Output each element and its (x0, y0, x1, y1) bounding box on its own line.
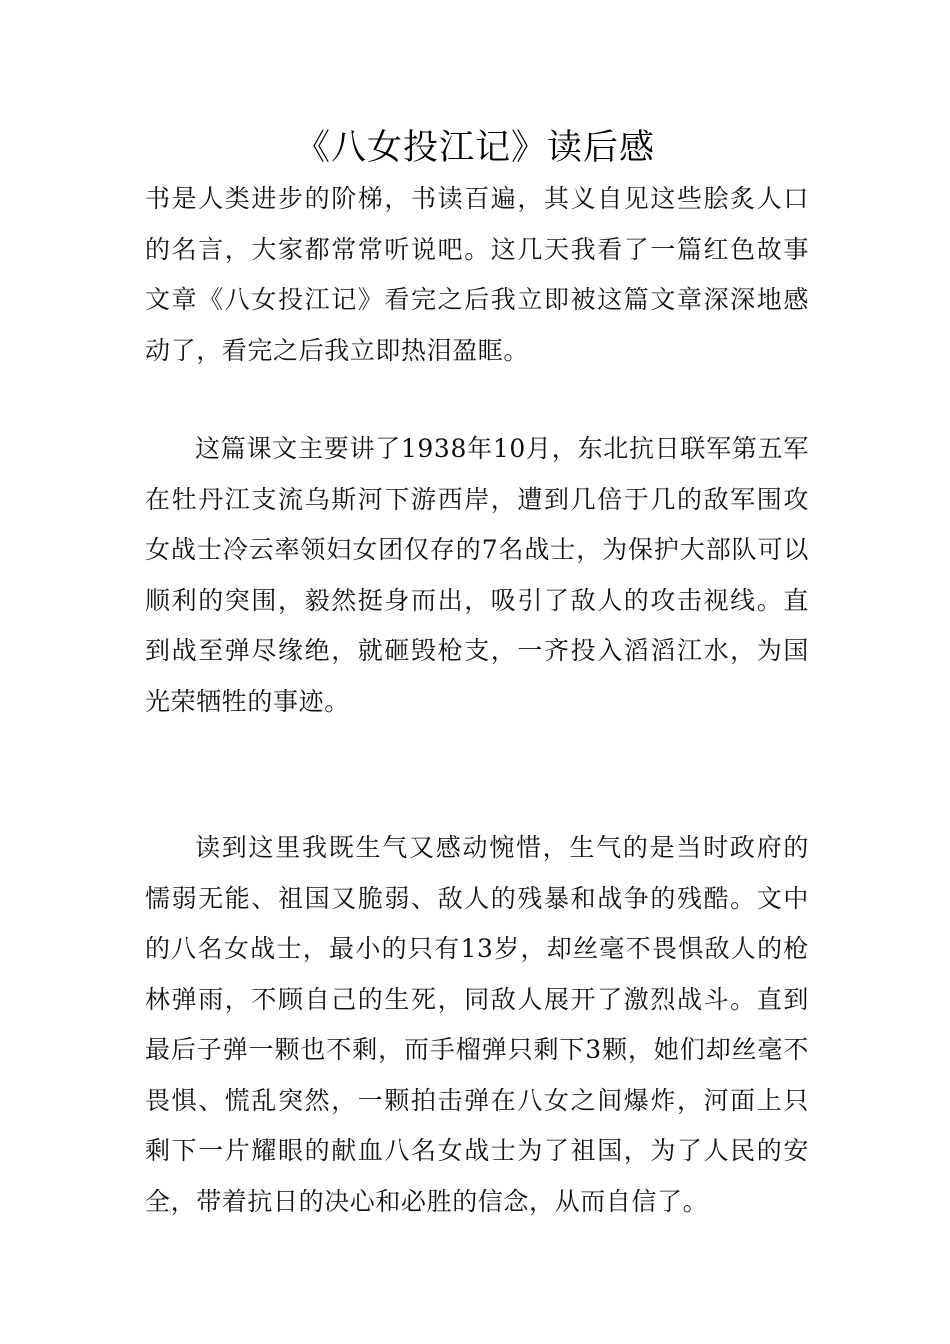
paragraph-summary: 这篇课文主要讲了1938年10月，东北抗日联军第五军在牡丹江支流乌斯河下游西岸，遭到几倍于几的敌军围攻女战士冷云率领妇女团仅存的7名战士，为保护大部队可以顺利的突围，毅然挺身而出，吸引了敌人的攻击视线。直到战至弹尽缘绝，就砸毁枪支，一齐投入滔滔江水，为国光荣牺牲的事迹。 (145, 434, 809, 716)
paragraph-reflection: 读到这里我既生气又感动惋惜，生气的是当时政府的懦弱无能、祖国又脆弱、敌人的残暴和战争的残酷。文中的八名女战士，最小的只有13岁，却丝毫不畏惧敌人的枪林弹雨，不顾自己的生死，同敌人展开了激烈战斗。直到最后子弹一颗也不剩，而手榴弹只剩下3颗，她们却丝毫不畏惧、慌乱突然，一颗拍击弹在八女之间爆炸，河面上只剩下一片耀眼的献血八名女战士为了祖国，为了人民的安全，带着抗日的决心和必胜的信念，从而自信了。 (145, 833, 809, 1216)
paragraph-intro: 书是人类进步的阶梯，书读百遍，其义自见这些脍炙人口的名言，大家都常常听说吧。这几天我看了一篇红色故事文章《八女投江记》看完之后我立即被这篇文章深深地感动了，看完之后我立即热泪盈眶。 (145, 184, 809, 365)
document-title: 《八女投江记》读后感 (294, 128, 655, 168)
